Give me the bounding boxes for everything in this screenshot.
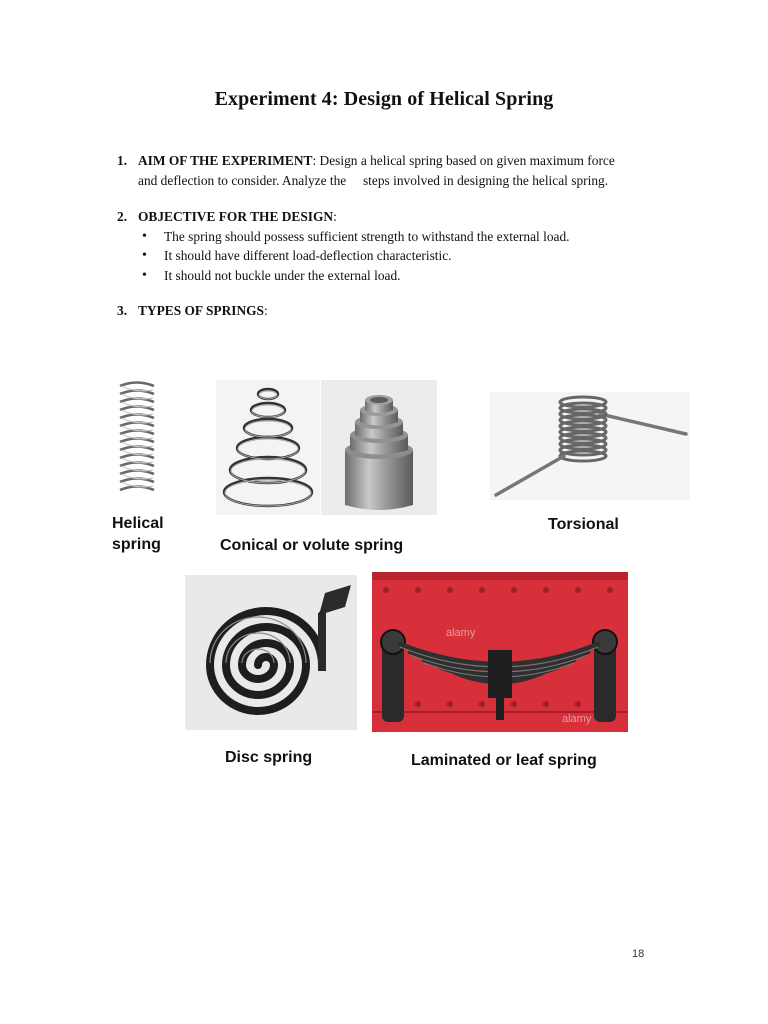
objective-list [117,227,657,286]
section-types [117,301,268,321]
caption-helical [112,513,164,555]
page-title: Experiment 4: Design of Helical Spring [214,88,554,110]
section-number: 3. [117,303,128,318]
section-number: 1. [117,153,128,168]
list-item: • It should have different load-deflection characteristic. [142,246,657,266]
section-text-continued: and deflection to consider. Analyze the steps involved in designing the helical spring. [138,172,609,188]
caption-disc: Disc spring [225,749,313,766]
section-suffix: : [264,303,268,318]
section-suffix: : [333,209,337,224]
caption-helical-line2: spring [112,536,161,553]
list-item: • It should not buckle under the external load. [142,266,657,286]
page-number: 18 [632,948,645,960]
caption-torsional: Torsional [548,516,619,533]
disc-spring-image [185,575,357,730]
section-text: : Design a helical spring based on given maximum force [312,153,615,168]
section-heading: TYPES OF SPRINGS [138,303,264,318]
helical-spring-image [112,380,162,500]
leaf-watermark: alamy [562,713,592,725]
section-heading: AIM OF THE EXPERIMENT [138,153,313,168]
section-number: 2. [117,209,128,224]
volute-spring-image [321,380,437,515]
section-objective [117,207,657,285]
caption-helical-line1: Helical [112,515,164,532]
conical-spring-image [216,380,320,515]
leaf-spring-image [372,572,628,732]
leaf-watermark: alamy [446,627,476,639]
caption-leaf: Laminated or leaf spring [411,752,597,769]
torsional-spring-image [490,392,690,500]
list-item: • The spring should possess sufficient strength to withstand the external load. [142,227,657,247]
section-heading: OBJECTIVE FOR THE DESIGN [138,209,334,224]
caption-conical: Conical or volute spring [220,537,404,554]
section-aim [117,151,657,190]
